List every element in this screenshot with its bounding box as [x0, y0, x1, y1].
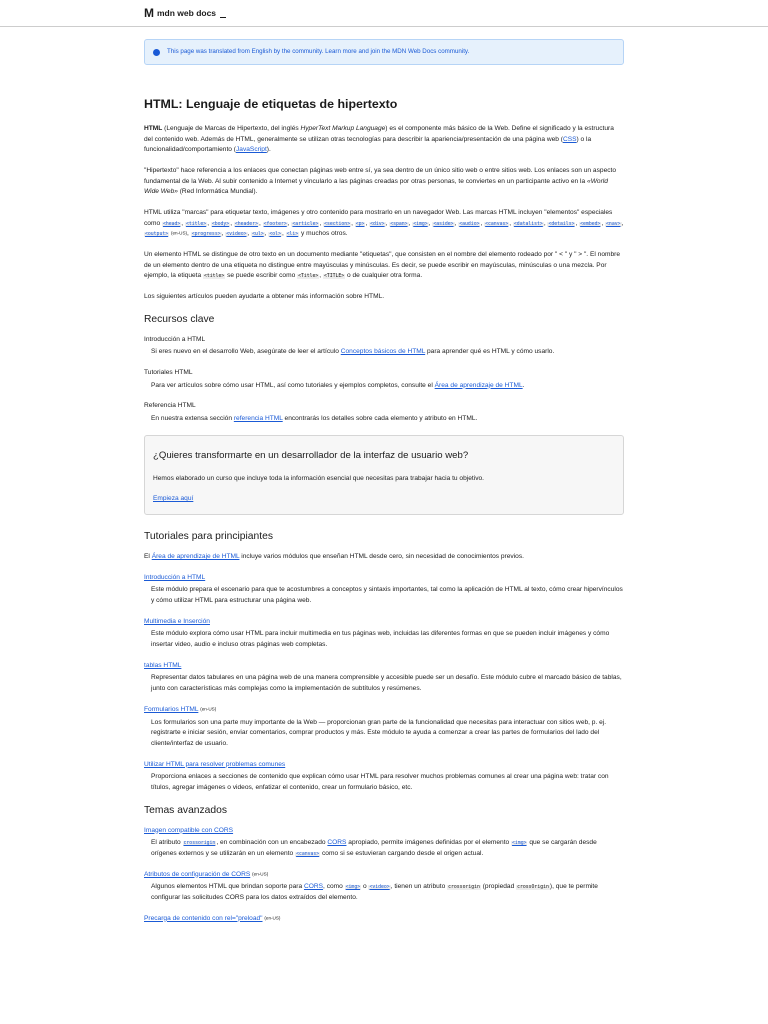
- mdn-logo-text: mdn web docs: [157, 8, 217, 19]
- en-us-badge: (en-US): [264, 915, 281, 921]
- code-crossorigin: crossorigin: [448, 885, 480, 891]
- text: HTML utiliza "marcas" para etiquetar texto, imágenes y otro contenido para mostrarlo en un navegador Web. Las marcas HTML incluyen "elementos" especiales como: [144, 209, 613, 227]
- text: Algunos elementos HTML que brindan soporte para: [151, 883, 304, 891]
- text: ).: [266, 146, 271, 154]
- text: para aprender qué es HTML y cómo usarlo.: [425, 348, 555, 356]
- link-area-aprendizaje-html[interactable]: Área de aprendizaje de HTML: [151, 553, 240, 561]
- tag-code: <progress>: [191, 232, 221, 238]
- text: ) o la funcionalidad/comportamiento (: [144, 135, 592, 154]
- code-title-upper: <TITLE>: [323, 274, 345, 280]
- tag-code: <footer>: [263, 221, 287, 227]
- tag-link[interactable]: [389, 220, 408, 227]
- tag-code: <img>: [413, 221, 428, 227]
- list-term: [144, 573, 624, 584]
- tag-link[interactable]: [547, 220, 575, 227]
- heading-recursos-clave: Recursos clave: [144, 313, 215, 325]
- tag-link[interactable]: [412, 220, 428, 227]
- text: (Lenguaje de Marcas de Hipertexto, del inglés: [162, 125, 301, 132]
- list-term: Tutoriales HTML: [144, 369, 193, 377]
- list-term: [144, 661, 624, 672]
- text: que se cargarán desde orígenes externos y se utilizarán en un elemento: [151, 839, 597, 857]
- emphasis: «World Wide Web»: [144, 177, 608, 196]
- tag-code: <header>: [234, 221, 258, 227]
- code-video[interactable]: <video>: [369, 885, 390, 891]
- tutoriales-list: [144, 573, 624, 794]
- callout-text: Hemos elaborado un curso que incluye toda la información esencial que necesitas para trabajar hacia tu objetivo.: [153, 474, 484, 482]
- text: (propiedad: [480, 883, 517, 891]
- tutoriales-intro: [144, 552, 624, 563]
- tag-link[interactable]: [211, 220, 230, 227]
- list-term: [144, 617, 624, 628]
- tutorial-link[interactable]: tablas HTML: [144, 661, 182, 669]
- tag-link[interactable]: [369, 220, 385, 227]
- tag-code: <datalist>: [513, 221, 543, 227]
- tag-code: <article>: [292, 221, 319, 227]
- css-link[interactable]: CSS: [562, 135, 577, 143]
- logo-cursor: [220, 17, 226, 19]
- en-us-badge: (en-US): [252, 871, 269, 877]
- heading-tutoriales: Tutoriales para principiantes: [144, 531, 273, 543]
- tag-code: <output>: [145, 232, 169, 238]
- tag-code: <li>: [286, 232, 299, 238]
- link-imagen-cors[interactable]: Imagen compatible con CORS: [144, 826, 234, 834]
- tag-link[interactable]: [458, 220, 480, 227]
- javascript-link[interactable]: JavaScript: [236, 146, 267, 154]
- main-content: [144, 96, 624, 926]
- tag-link[interactable]: [286, 230, 300, 237]
- text: , como: [323, 883, 345, 891]
- tag-link[interactable]: [225, 230, 247, 237]
- list-desc: [151, 381, 624, 392]
- text: El atributo: [151, 839, 183, 847]
- code-crossorigin[interactable]: crossorigin: [183, 841, 216, 847]
- heading-temas-avanzados: Temas avanzados: [144, 804, 227, 816]
- tag-link[interactable]: [185, 220, 207, 227]
- tag-code: <video>: [226, 232, 247, 238]
- tag-link[interactable]: [234, 220, 259, 227]
- course-callout: [144, 435, 624, 515]
- paragraph-tags: [144, 250, 624, 282]
- tag-code: <body>: [211, 221, 230, 227]
- list-term: [144, 705, 624, 716]
- en-us-badge: (en-US): [170, 230, 188, 236]
- tag-code: <audio>: [459, 221, 480, 227]
- text: como si se estuvieran cargando desde el origen actual.: [320, 849, 484, 857]
- recursos-list: [144, 335, 624, 425]
- link-conceptos-basicos[interactable]: Conceptos básicos de HTML: [340, 348, 426, 356]
- tag-link[interactable]: [263, 220, 288, 227]
- paragraph-intro: [144, 124, 624, 156]
- tag-code: <aside>: [433, 221, 454, 227]
- text: ) es el componente más básico de la Web. Define el significado y la estructura del contenido web. Además de HTML, generalmente se utilizan otras tecnologías para describir la apariencia/presentación de una página web (: [144, 125, 614, 143]
- list-desc: Proporciona enlaces a secciones de contenido que explican cómo usar HTML para resolver muchos problemas comunes al crear una página web: tratar con títulos, agregar imágenes o videos, enfatizar el contenido, crear un formulario básico, etc.: [151, 773, 609, 791]
- text: apropiado, permite imágenes definidas por el elemento: [346, 839, 512, 847]
- list-desc: Este módulo explora cómo usar HTML para incluir multimedia en tus páginas web, incluidas las diferentes formas en que se pueden incluir imágenes y cómo insertar video, audio e incluso otras páginas web completas.: [151, 630, 610, 649]
- translation-notice: [144, 39, 624, 65]
- tag-code: <p>: [355, 221, 365, 227]
- text: "Hipertexto" hace referencia a los enlaces que conectan páginas web entre sí, ya sea dentro de un único sitio web o entre sitios web. Los enlaces son un aspecto fundamental de la Web. Al subir contenido a Internet y vincularlo a las páginas creadas por otras personas, te conviertes en un participante activo en la: [144, 167, 617, 185]
- text: o: [361, 883, 369, 891]
- tag-code: <canvas>: [485, 221, 509, 227]
- tag-link[interactable]: [579, 220, 601, 227]
- link-cors[interactable]: CORS: [303, 883, 324, 891]
- tag-link-list: <head>, <title>, <body>, <header>, <footer>, <article>, <section>, <p>, <div>, <span>, <img>, <aside>, <audio>, <canvas>, <datalist>, <details>, <embed>, <nav>, <output> (en-US), <progress>, <video>, <ul>, <ol>, <li>: [145, 219, 624, 238]
- tag-link[interactable]: [484, 220, 509, 227]
- text: ), que te permite configurar las solicitudes CORS para los datos extraídos del elemento.: [151, 883, 598, 901]
- code-crossorigin-prop: crossOrigin: [517, 885, 549, 891]
- paragraph-hypertext: [144, 166, 624, 198]
- text: Un elemento HTML se distingue de otro texto en un documento mediante "etiquetas", que consisten en el nombre del elemento rodeado por " < " y " > ". El nombre de un elemento dentro de una etiqueta no distingue entre mayúsculas y minúsculas. Es decir, se puede escribir en mayúsculas, minúsculas o una mezcla. Por ejemplo, la etiqueta: [144, 251, 621, 280]
- tutorial-link[interactable]: Formularios HTML: [144, 705, 199, 713]
- text: Para ver artículos sobre cómo usar HTML, así como tutoriales y ejemplos completos, consulte el: [151, 381, 435, 389]
- list-desc: [151, 882, 624, 903]
- list-desc: [151, 414, 624, 425]
- link-area-aprendizaje[interactable]: Área de aprendizaje de HTML: [434, 381, 523, 389]
- code-img[interactable]: <img>: [345, 885, 361, 891]
- tag-code: <embed>: [580, 221, 601, 227]
- tag-code: <span>: [390, 221, 408, 227]
- avanzados-list: [144, 826, 624, 925]
- tag-code: <div>: [370, 221, 385, 227]
- text: El: [144, 553, 152, 561]
- tag-link[interactable]: [162, 220, 181, 227]
- list-desc: [151, 347, 624, 358]
- code-title-mixed: <Title>: [298, 274, 319, 280]
- code-title: <title>: [204, 274, 225, 280]
- tutorial-link[interactable]: Utilizar HTML para resolver problemas comunes: [144, 760, 286, 768]
- link-cors[interactable]: CORS: [327, 839, 347, 847]
- list-term: Referencia HTML: [144, 402, 196, 410]
- site-header: [0, 0, 768, 27]
- en-us-badge: (en-US): [200, 706, 217, 712]
- tag-code: <ul>: [252, 232, 264, 238]
- text: incluye varios módulos que enseñan HTML desde cero, sin necesidad de conocimientos previos.: [239, 553, 524, 561]
- list-term: [144, 870, 624, 881]
- link-atributos-cors[interactable]: Atributos de configuración de CORS: [144, 870, 251, 878]
- translation-notice-text[interactable]: This page was translated from English by the community. Learn more and join the MDN Web Docs community.: [167, 47, 470, 55]
- tag-code: <nav>: [606, 221, 621, 227]
- tag-code: <title>: [185, 221, 207, 227]
- mdn-logo-mark: M: [144, 6, 153, 21]
- tag-link[interactable]: [291, 220, 319, 227]
- list-term: [144, 760, 624, 771]
- text: encontrarás los detalles sobre cada elemento y atributo en HTML.: [282, 415, 478, 423]
- text: En nuestra extensa sección: [151, 415, 234, 423]
- mdn-logo[interactable]: [144, 7, 226, 21]
- tag-link[interactable]: [268, 230, 282, 237]
- tag-link[interactable]: [144, 230, 169, 237]
- tutorial-link[interactable]: Multimedia e Inserción: [144, 617, 210, 625]
- list-term: [144, 914, 624, 925]
- code-img[interactable]: <img>: [512, 841, 527, 847]
- html-strong: HTML: [144, 125, 163, 132]
- info-icon: [153, 49, 160, 56]
- text: se puede escribir como: [225, 272, 298, 280]
- text: .: [522, 381, 525, 389]
- tag-link[interactable]: [191, 230, 222, 237]
- link-precarga[interactable]: Precarga de contenido con rel="preload": [144, 914, 263, 922]
- list-desc: [151, 838, 624, 859]
- paragraph-markup: [144, 208, 624, 240]
- callout-title: ¿Quieres transformarte en un desarrollador de la interfaz de usuario web?: [153, 449, 469, 461]
- tag-code: <details>: [548, 221, 575, 227]
- code-canvas[interactable]: <canvas>: [296, 851, 320, 857]
- tag-link[interactable]: [513, 220, 544, 227]
- list-term: [144, 826, 624, 837]
- tag-code: <head>: [162, 221, 181, 227]
- emphasis: HyperText Markup Language: [300, 125, 386, 132]
- tag-link[interactable]: [323, 220, 351, 227]
- text: ,: [319, 272, 323, 280]
- text: y muchos otros.: [301, 230, 348, 238]
- list-desc: Los formularios son una parte muy importante de la Web — proporcionan gran parte de la funcionalidad que necesitas para interactuar con sitios web, p. ej. registrarte e iniciar sesión, enviar comentarios, comprar productos y más. Este módulo te ayuda a comenzar a crear las partes de formularios del lado del cliente/interfaz de usuario.: [151, 718, 607, 747]
- text: (Red Informática Mundial).: [177, 188, 258, 196]
- text: Si eres nuevo en el desarrollo Web, asegúrate de leer el artículo: [151, 348, 341, 356]
- text: , tienen un atributo: [390, 883, 448, 891]
- list-desc: Este módulo prepara el escenario para que te acostumbres a conceptos y sintaxis importantes, tal como la aplicación de HTML al texto, cómo crear hipervínculos y cómo utilizar HTML para estructurar una página web.: [151, 586, 623, 605]
- link-referencia-html[interactable]: referencia HTML: [233, 415, 283, 423]
- paragraph-more-info: Los siguientes artículos pueden ayudarte a obtener más información sobre HTML.: [144, 293, 385, 301]
- tag-link[interactable]: [432, 220, 454, 227]
- list-desc: Representar datos tabulares en una página web de una manera comprensible y accesible puede ser un desafío. Este módulo cubre el marcado básico de tablas, junto con características más complejas como la implementación de subtítulos y resúmenes.: [151, 674, 622, 693]
- tutorial-link[interactable]: Introducción a HTML: [144, 573, 206, 581]
- text: , en combinación con un encabezado: [216, 839, 328, 847]
- page-title: HTML: Lenguaje de etiquetas de hipertexto: [144, 97, 398, 111]
- tag-link[interactable]: [355, 220, 366, 227]
- text: o de cualquier otra forma.: [345, 272, 423, 280]
- list-term: Introducción a HTML: [144, 335, 206, 343]
- callout-link[interactable]: Empieza aquí: [153, 495, 194, 503]
- tag-link[interactable]: [605, 220, 621, 227]
- tag-code: <section>: [324, 221, 351, 227]
- tag-code: <ol>: [269, 232, 281, 238]
- tag-link[interactable]: [251, 230, 265, 237]
